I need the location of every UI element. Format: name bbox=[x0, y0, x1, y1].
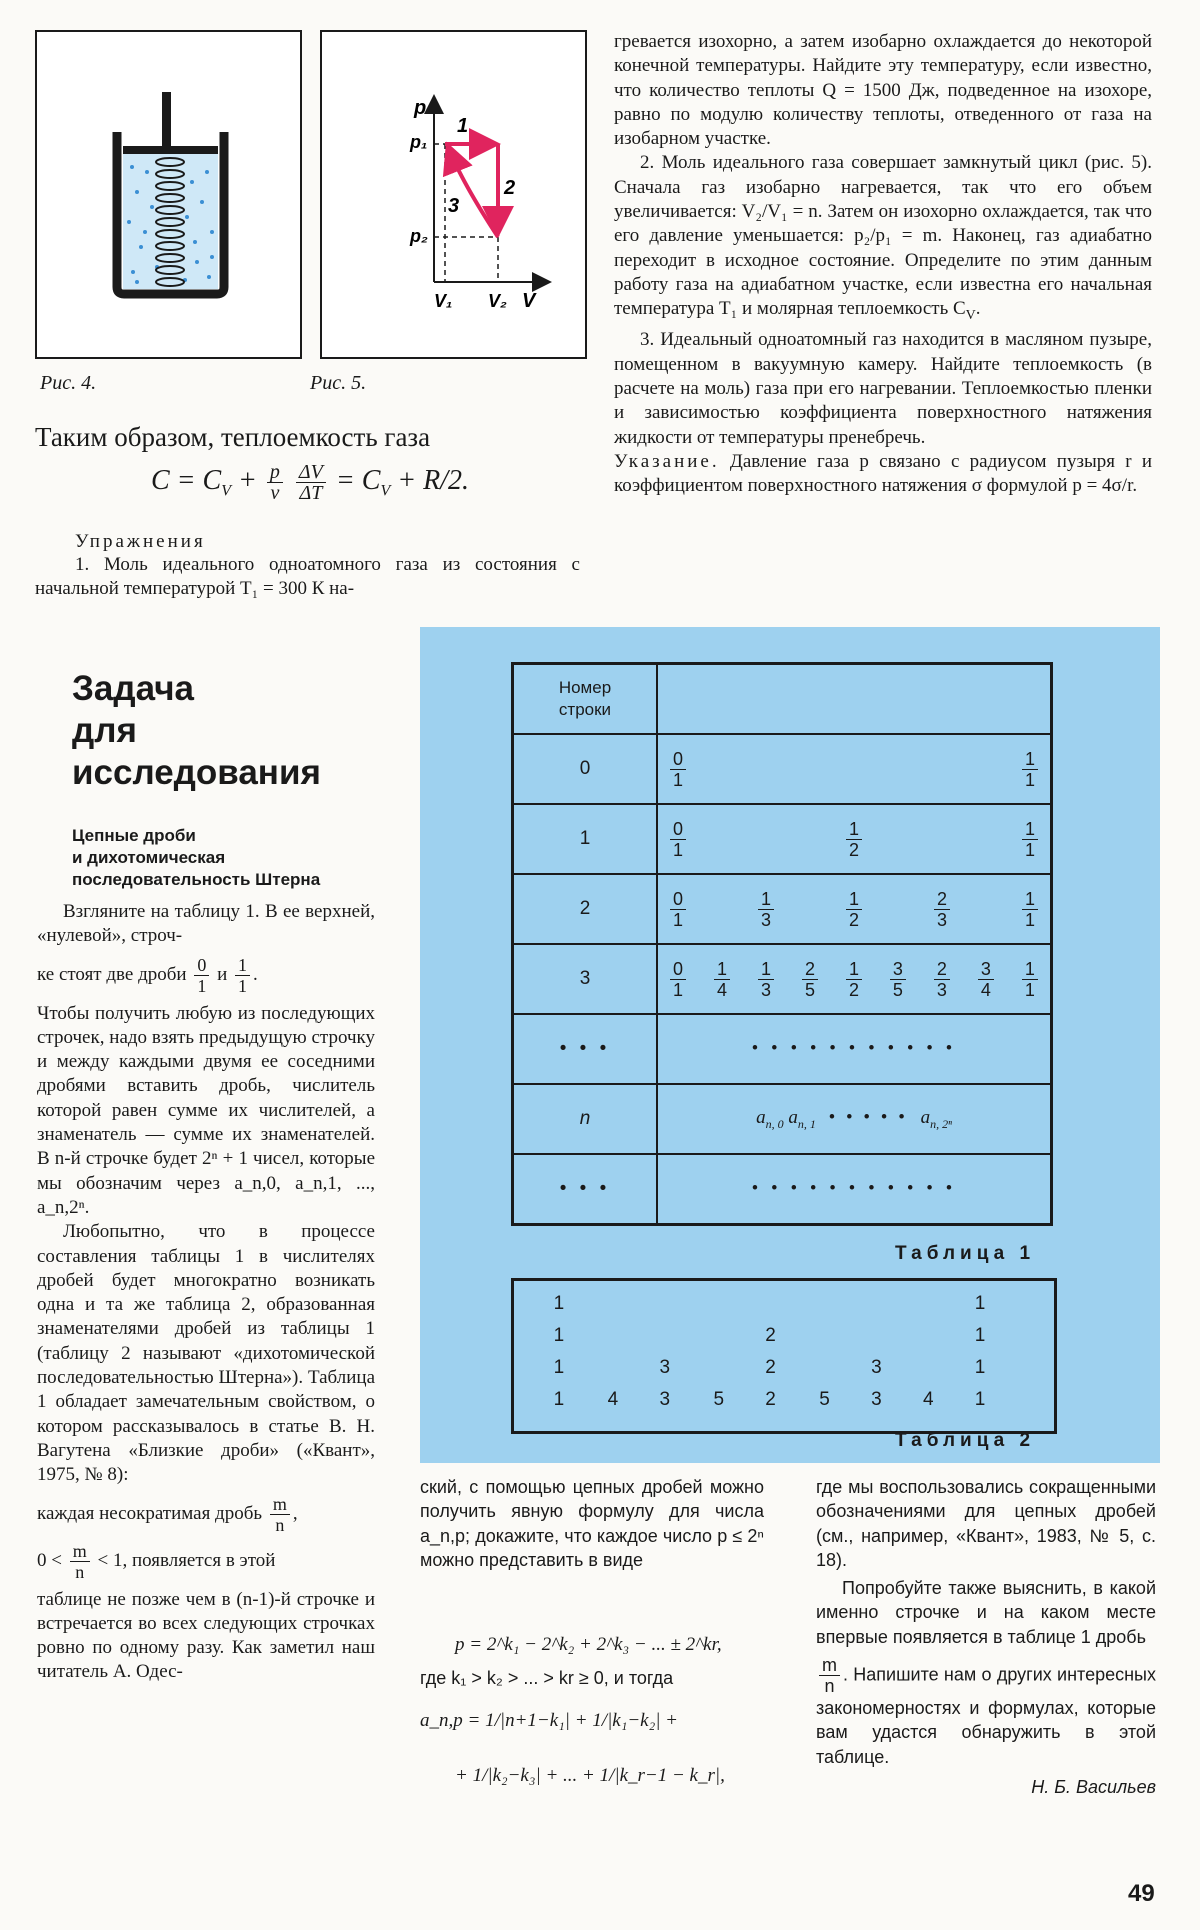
table-row: n $a_{n, 0}$ $a_{n, 1}$ • • • • • $a_{n, 2^n}$ bbox=[513, 1084, 1052, 1154]
table-cell: 5 bbox=[819, 1389, 830, 1410]
middle-column-text: ский, с помощью цепных дробей можно получить явную формулу для числа a_n,p; докажите, что каждое число p ≤ 2ⁿ можно представить в виде bbox=[420, 1477, 764, 1570]
table-row: 3 $\frac{0}{1}$ $\frac{1}{4}$ $\frac{1}{3}$ $\frac{2}{5}$ $\frac{1}{2}$ $\frac{3}{5}$ $\frac{2}{3}$ $\frac{3}{4}$ $\frac{1}{1}$ bbox=[513, 944, 1052, 1014]
fraction: $\frac{3}{4}$ bbox=[978, 959, 994, 1000]
table-header-row-number: Номер строки bbox=[513, 664, 658, 735]
table-cell: 4 bbox=[607, 1389, 619, 1410]
fraction: $\frac{1}{3}$ bbox=[758, 889, 774, 930]
exercise-3: 3. Идеальный одноатомный газ находится в масляном пузыре, помещенном в вакуумную камеру. Найдите теплоемкость (в расчете на моль) газа при его нагревании. Теплоемкостью пленки и зависимостью коэффициента поверхностного натяжения жидкости от температуры пренебречь. bbox=[614, 329, 1152, 448]
segment-1-label: 1 bbox=[457, 115, 469, 137]
formula-p: p = 2^k₁ − 2^k₂ + 2^k₃ − ... ± 2^kr, bbox=[455, 1634, 722, 1655]
heat-capacity-line: Таким образом, теплоемкость газа bbox=[35, 422, 431, 452]
table-row: • • • • • • • • • • • • • • bbox=[513, 1014, 1052, 1084]
fraction: $\frac{1}{2}$ bbox=[846, 889, 862, 930]
table-cell: 5 bbox=[713, 1389, 725, 1410]
fraction: $\frac{1}{1}$ bbox=[1022, 889, 1038, 930]
formula-a-np: a_n,p = 1/|n+1−k₁| + 1/|k₁−k₂| + bbox=[420, 1710, 678, 1731]
table-row: • • • • • • • • • • • • • • bbox=[513, 1154, 1052, 1225]
v-axis-label: V bbox=[522, 290, 536, 312]
table-row: 1 $\frac{0}{1}$ $\frac{1}{2}$ $\frac{1}{1}$ bbox=[513, 804, 1052, 874]
right-column-text: где мы воспользовались сокращенными обозначениями для цепных дробей (см., например, «Квант», 1983, № 5, с. 18). Попробуйте также выяснить, в какой именно строчке и на каком месте впервые появляется в таблице 1 дробь $\frac{m}{n}$ . Напишите нам о других интересных закономерностях и формулах, которые вам удастся обнаружить в этой таблице. Н. Б. Васильев bbox=[816, 1477, 1156, 1797]
fraction: $\frac{1}{1}$ bbox=[1022, 959, 1038, 1000]
fraction: $\frac{1}{2}$ bbox=[846, 819, 862, 860]
table-row: 0 $\frac{0}{1}$ $\frac{1}{1}$ bbox=[513, 734, 1052, 804]
heat-capacity-formula: $C = C_V$ + $\frac{p}{\nu}$ $\frac{\Delta V}{\Delta T}$ = $C_V + R/2$. bbox=[150, 461, 470, 504]
section-subtitle: Цепные дроби и дихотомическая последовательность Штерна bbox=[72, 826, 321, 889]
table-cell: 1 bbox=[974, 1357, 986, 1378]
section-title: Задача для исследования bbox=[72, 669, 321, 792]
fraction: $\frac{1}{3}$ bbox=[758, 959, 774, 1000]
fraction: $\frac{1}{4}$ bbox=[714, 959, 730, 1000]
table-cell: 1 bbox=[553, 1389, 565, 1410]
table-2 bbox=[511, 1278, 1057, 1434]
segment-2-label: 2 bbox=[504, 177, 516, 199]
table-cell: 1 bbox=[553, 1357, 565, 1378]
figure-4 bbox=[35, 30, 302, 359]
piston-cylinder-illustration bbox=[37, 32, 300, 357]
fraction: $\frac{0}{1}$ bbox=[670, 889, 686, 930]
table-cell: 1 bbox=[553, 1325, 565, 1346]
table-cell: 2 bbox=[765, 1389, 776, 1410]
fraction: $\frac{2}{3}$ bbox=[934, 889, 950, 930]
fraction: $\frac{2}{3}$ bbox=[934, 959, 950, 1000]
fraction: $\frac{0}{1}$ bbox=[670, 819, 686, 860]
table-cell: 3 bbox=[659, 1389, 671, 1410]
fraction: $\frac{0}{1}$ bbox=[670, 959, 686, 1000]
table-cell: 3 bbox=[871, 1357, 882, 1378]
table-cell: 3 bbox=[871, 1389, 882, 1410]
table-row bbox=[513, 664, 1052, 735]
fraction: $\frac{3}{5}$ bbox=[890, 959, 906, 1000]
fraction: $\frac{1}{2}$ bbox=[846, 959, 862, 1000]
v1-label: V₁ bbox=[434, 291, 453, 311]
table-1 bbox=[511, 662, 1053, 1226]
table-cell: 2 bbox=[765, 1357, 776, 1378]
fraction: $\frac{1}{1}$ bbox=[1022, 749, 1038, 790]
table-cell: 3 bbox=[659, 1357, 671, 1378]
exercise-1-continued: гревается изохорно, а затем изобарно охлаждается до некоторой конечной температуры. Найдите эту температуру, если известно, что количество теплоты Q = 1500 Дж, подведенное на изохоре, равно по модулю количеству теплоты, отведенного от газа на изобарном участке. bbox=[614, 31, 1152, 150]
p2-label: p₂ bbox=[410, 226, 428, 246]
fraction: $\frac{0}{1}$ bbox=[670, 749, 686, 790]
exercise-2: 2. Моль идеального газа совершает замкнутый цикл (рис. 5). Сначала газ изобарно нагревается, так что его объем увеличивается: V₂/V₁ = n. Затем он изохорно охлаждается, так что его давление уменьшается: p₂/p₁ = m. Наконец, газ адиабатно переходит в исходное состояние. Определите по этим данным работу газа на адиабатном участке, если известна его начальная температура T₁ и молярная теплоемкость $C_V$. bbox=[614, 152, 1152, 324]
exercise-1: 1. Моль идеального одноатомного газа из состояния с начальной температурой T₁ = 300 К на- bbox=[35, 554, 580, 600]
exercises-continued bbox=[614, 30, 1152, 498]
table-cell: 1 bbox=[553, 1293, 565, 1314]
formula-condition: где k₁ > k₂ > ... > kr ≥ 0, и тогда bbox=[420, 1668, 674, 1688]
p-axis-label: p bbox=[414, 97, 427, 119]
exercise-3-hint: Указание. Давление газа p связано с радиусом пузыря r и коэффициентом поверхностного натяжения σ формулой p = 4σ/r. bbox=[614, 450, 1153, 497]
table-cell: 2 bbox=[765, 1325, 776, 1346]
left-column-text: Взгляните на таблицу 1. В ее верхней, «нулевой», строч- ке стоят две дроби $\frac{0}{1}$ и $\frac{1}{1}$ . Чтобы получить любую из последующих строчек, надо взять предыдущую строчку и между каждыми двумя ее соседними дробями вставить дробь, числитель которой равен сумме их числителей, а знаменатель — сумме их знаменателей. В n-й строчке будет 2ⁿ + 1 чисел, которые мы обозначим через a_n,0, a_n,1, ..., a_n,2ⁿ. Любопытно, что в процессе составления таблицы 1 в числителях дробей будет многократно возникать одна и та же таблица 2, образованная знаменателями дробей из таблицы 1 (таблицу 2 называют «дихотомической последовательностью Штерна»). Таблица 1 обладает замечательным свойством, о котором рассказывалось в статье В. Н. Вагутена «Близкие дроби» («Квант», 1975, № 8): каждая несократимая дробь $\frac{m}{n}$ , 0 < $\frac{m}{n}$ < 1, появляется в этой таблице не позже чем в (n-1)-й строчке и встречается во всех следующих строчках ровно по одному разу. Как заметил наш читатель А. Одес- bbox=[37, 901, 375, 1683]
segment-3-label: 3 bbox=[448, 195, 460, 217]
table-cell: 1 bbox=[974, 1389, 986, 1410]
figure-5-caption: Рис. 5. bbox=[310, 372, 367, 394]
pv-diagram bbox=[322, 32, 585, 357]
formula-a-np-continued: + 1/|k₂−k₃| + ... + 1/|k_r−1 − k_r|, bbox=[455, 1765, 725, 1786]
figure-5 bbox=[320, 30, 587, 359]
table-1-caption: Таблица 1 bbox=[895, 1243, 1036, 1264]
table-row: 2 $\frac{0}{1}$ $\frac{1}{3}$ $\frac{1}{2}$ $\frac{2}{3}$ $\frac{1}{1}$ bbox=[513, 874, 1052, 944]
figure-4-caption: Рис. 4. bbox=[40, 372, 97, 394]
p1-label: p₁ bbox=[410, 132, 428, 152]
table-cell: 4 bbox=[922, 1389, 934, 1410]
fraction: $\frac{1}{1}$ bbox=[1022, 819, 1038, 860]
exercises-title: Упражнения bbox=[75, 531, 206, 552]
table-2-caption: Таблица 2 bbox=[895, 1430, 1036, 1451]
table-cell: 1 bbox=[974, 1325, 986, 1346]
page-number: 49 bbox=[1128, 1880, 1155, 1907]
table-cell: 1 bbox=[974, 1293, 986, 1314]
fraction: $\frac{2}{5}$ bbox=[802, 959, 818, 1000]
v2-label: V₂ bbox=[488, 291, 507, 311]
